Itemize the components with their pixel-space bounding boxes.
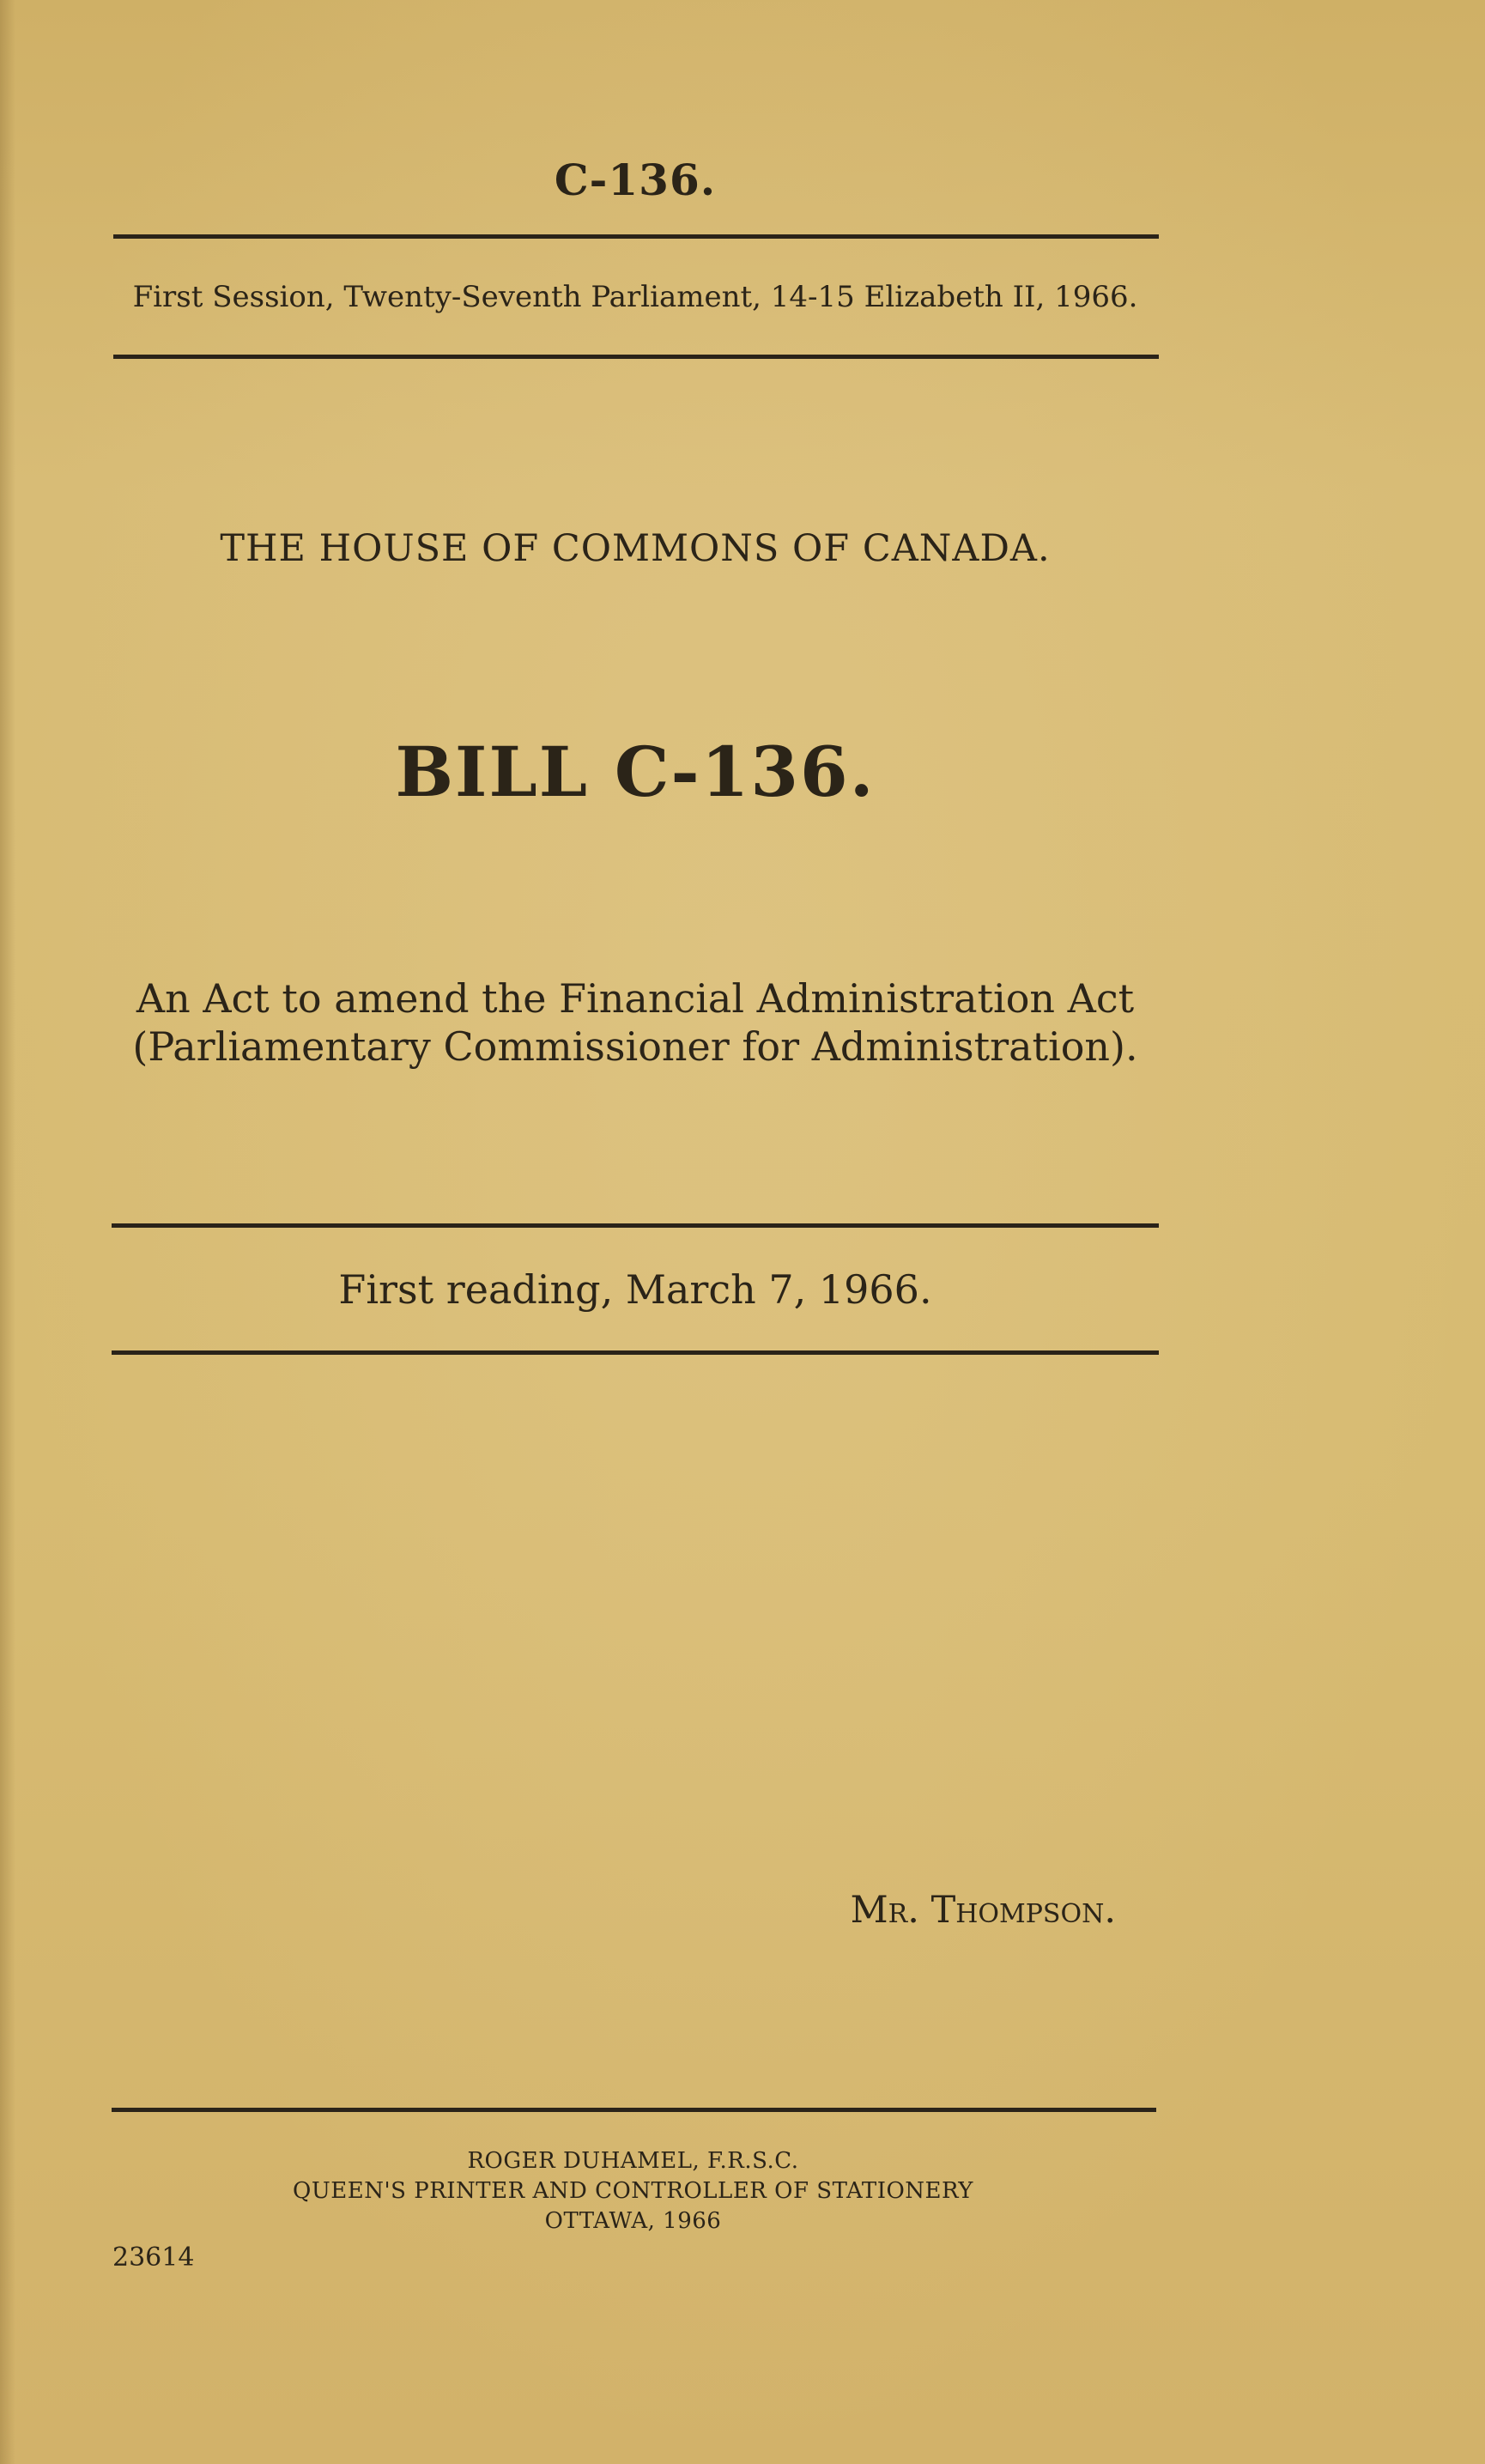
printer-place: OTTAWA, 1966 — [544, 2208, 722, 2234]
footer-rule — [112, 2108, 1156, 2112]
bill-title: BILL C-136. — [395, 731, 876, 812]
act-description-line-2: (Parliamentary Commissioner for Administration). — [132, 1023, 1138, 1070]
house-heading: THE HOUSE OF COMMONS OF CANADA. — [220, 527, 1051, 570]
first-reading-line: First reading, March 7, 1966. — [338, 1266, 932, 1313]
document-number: 23614 — [112, 2242, 195, 2273]
act-description-line-1: An Act to amend the Financial Administration Act — [136, 975, 1135, 1022]
bill-code-heading: C-136. — [554, 155, 717, 205]
session-rule — [113, 355, 1159, 359]
sponsor-name-text: Mr. Thompson. — [850, 1889, 1116, 1932]
printer-title: QUEEN'S PRINTER AND CONTROLLER OF STATIONERY — [293, 2178, 973, 2204]
session-line: First Session, Twenty-Seventh Parliament, 14-15 Elizabeth II, 1966. — [132, 280, 1138, 314]
printer-block — [0, 2146, 1266, 2236]
act-description — [0, 974, 1270, 1071]
reading-rule-bottom — [112, 1350, 1159, 1355]
sponsor-name — [851, 1889, 1116, 1932]
page-edge-shadow — [0, 0, 15, 2464]
reading-rule-top — [112, 1223, 1159, 1228]
printer-name: ROGER DUHAMEL, F.R.S.C. — [467, 2148, 799, 2174]
top-rule — [113, 234, 1159, 239]
